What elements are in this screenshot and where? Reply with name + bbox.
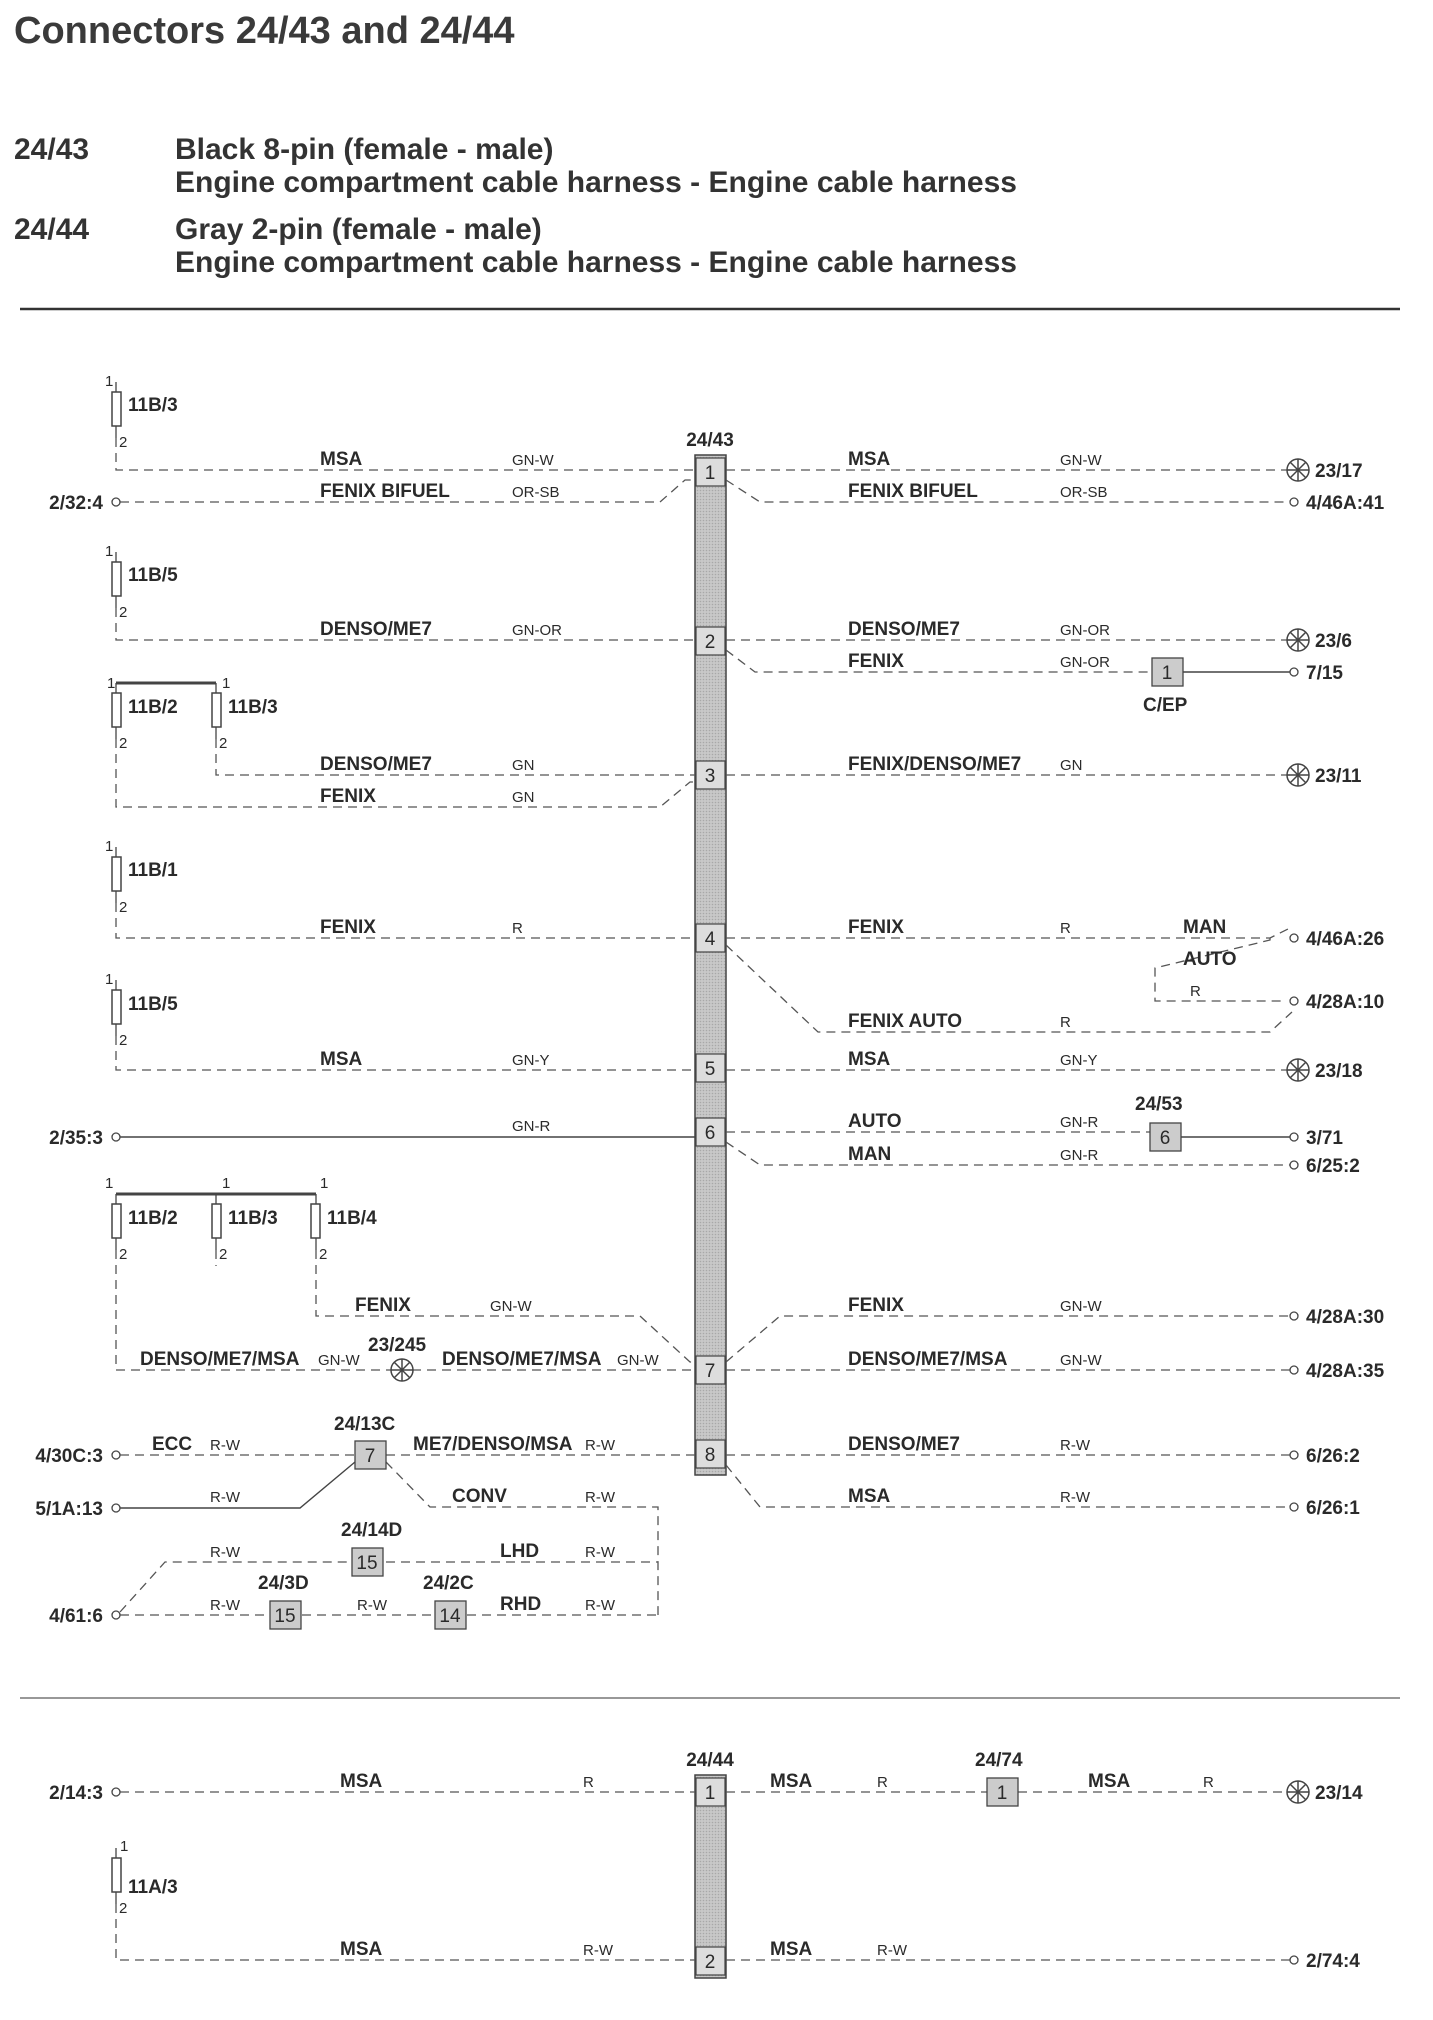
cep-label: C/EP	[1143, 695, 1188, 716]
diagram-label: FENIX	[320, 917, 376, 938]
diagram-label: R-W	[585, 1597, 615, 1614]
fuse-pin-bottom: 2	[119, 434, 128, 451]
diagram-label: 23/17	[1315, 461, 1363, 482]
diagram-label: FENIX	[848, 1295, 904, 1316]
diagram-label: FENIX/DENSO/ME7	[848, 754, 1022, 775]
fuse-pin-bottom: 2	[119, 1900, 128, 1917]
c2414d-pin: 15	[356, 1553, 378, 1574]
fuse-pin-top: 1	[120, 1838, 129, 1855]
diagram-label: R-W	[1060, 1437, 1090, 1454]
cep-pin: 1	[1161, 663, 1173, 684]
diagram-label: DENSO/ME7	[320, 754, 432, 775]
diagram-label: R-W	[585, 1544, 615, 1561]
diagram-label: 2/35:3	[49, 1128, 103, 1149]
right-terminal-labels	[1306, 461, 1385, 1972]
diagram-label: R-W	[210, 1489, 240, 1506]
diagram-label: 6/25:2	[1306, 1156, 1360, 1177]
c2453-pin: 6	[1159, 1128, 1171, 1149]
diagram-label: GN-W	[1060, 1352, 1102, 1369]
diagram-label: DENSO/ME7	[848, 1434, 960, 1455]
pin-3: 3	[704, 766, 716, 787]
fuse-pin-top: 1	[222, 675, 231, 692]
s23245-label: 23/245	[368, 1335, 427, 1356]
pin-5: 5	[704, 1059, 716, 1080]
diagram-label: GN-R	[1060, 1147, 1099, 1164]
diagram-label: DENSO/ME7	[320, 619, 432, 640]
pin-8: 8	[704, 1445, 716, 1466]
fuse-pin-bottom: 2	[219, 1246, 228, 1263]
diagram-label: GN	[1060, 757, 1083, 774]
diagram-label: GN	[512, 789, 535, 806]
fuse-label-6b: 11B/3	[228, 1208, 278, 1229]
diagram-label: R	[1190, 983, 1201, 1000]
diagram-label: DENSO/ME7/MSA	[140, 1349, 300, 1370]
diagram-label: R-W	[585, 1437, 615, 1454]
diagram-label: R-W	[210, 1544, 240, 1561]
c2-pin-1: 1	[704, 1783, 716, 1804]
connector-desc-1a: Black 8-pin (female - male)	[175, 133, 554, 166]
pin-4: 4	[704, 929, 716, 950]
diagram-label: GN-R	[512, 1118, 551, 1135]
diagram-label: MSA	[1088, 1771, 1131, 1792]
diagram-label: 4/30C:3	[35, 1446, 103, 1467]
fuse-pin-bottom: 2	[119, 735, 128, 752]
diagram-label: 4/46A:26	[1306, 929, 1385, 950]
diagram-label: 4/46A:41	[1306, 493, 1385, 514]
diagram-label: OR-SB	[512, 484, 560, 501]
connector-code-1: 24/43	[14, 133, 90, 166]
diagram-label: GN	[512, 757, 535, 774]
diagram-label: MSA	[340, 1939, 383, 1960]
diagram-label: 2/14:3	[49, 1783, 103, 1804]
fuse-pin-top: 1	[320, 1175, 329, 1192]
diagram-label: R	[1060, 1014, 1071, 1031]
connector-desc-1b: Engine compartment cable harness - Engine cable harness	[175, 166, 1017, 199]
diagram-label: R-W	[583, 1942, 613, 1959]
left-terminal-labels	[35, 493, 103, 1804]
diagram-label: DENSO/ME7	[848, 619, 960, 640]
diagram-label: GN-R	[1060, 1114, 1099, 1131]
diagram-label: R-W	[1060, 1489, 1090, 1506]
fuse-label-6c: 11B/4	[327, 1208, 377, 1229]
diagram-label: FENIX	[355, 1295, 411, 1316]
diagram-label: GN-OR	[1060, 622, 1110, 639]
diagram-label: R	[877, 1774, 888, 1791]
fuse-pin-top: 1	[105, 373, 114, 390]
c2474-label: 24/74	[975, 1750, 1023, 1771]
c243d-label: 24/3D	[258, 1573, 309, 1594]
pin-1: 1	[704, 463, 716, 484]
fuse-label-1: 11B/3	[128, 395, 178, 416]
diagram-label: R-W	[877, 1942, 907, 1959]
c2-pin-2: 2	[704, 1952, 716, 1973]
diagram-label: MSA	[320, 449, 363, 470]
diagram-label: GN-W	[318, 1352, 360, 1369]
diagram-label: R	[512, 920, 523, 937]
connector-24-43	[686, 430, 734, 1475]
fuse-pin-bottom: 2	[219, 735, 228, 752]
fuse-pin-top: 1	[105, 543, 114, 560]
diagram-label: OR-SB	[1060, 484, 1108, 501]
diagram-label: AUTO	[1183, 949, 1237, 970]
diagram-label: R-W	[210, 1597, 240, 1614]
fuse-label-4: 11B/1	[128, 860, 178, 881]
diagram-label: 6/26:2	[1306, 1446, 1360, 1467]
diagram-label: FENIX	[848, 917, 904, 938]
diagram-label: 2/74:4	[1306, 1951, 1360, 1972]
diagram-label: MSA	[848, 1049, 891, 1070]
diagram-label: R	[1060, 920, 1071, 937]
diagram-label: FENIX	[320, 786, 376, 807]
fuse-pin-bottom: 2	[119, 1246, 128, 1263]
diagram-label: R	[583, 1774, 594, 1791]
diagram-label: 23/18	[1315, 1061, 1363, 1082]
fuse-label-2: 11B/5	[128, 565, 178, 586]
fuse-pin-top: 1	[222, 1175, 231, 1192]
diagram-label: R-W	[357, 1597, 387, 1614]
fuse-pin-top: 1	[105, 971, 114, 988]
c242c-label: 24/2C	[423, 1573, 474, 1594]
diagram-label: RHD	[500, 1594, 542, 1615]
diagram-label: ME7/DENSO/MSA	[413, 1434, 573, 1455]
diagram-label: FENIX	[848, 651, 904, 672]
diagram-label: GN-OR	[1060, 654, 1110, 671]
diagram-label: MSA	[770, 1771, 813, 1792]
c242c-pin: 14	[439, 1606, 461, 1627]
c2413c-pin: 7	[364, 1446, 376, 1467]
fuse-pin-bottom: 2	[119, 899, 128, 916]
connector-24-44-label: 24/44	[686, 1750, 734, 1771]
diagram-label: GN-W	[1060, 1298, 1102, 1315]
diagram-label: GN-W	[512, 452, 554, 469]
diagram-label: 4/28A:10	[1306, 992, 1385, 1013]
fuse-pin-bottom: 2	[319, 1246, 328, 1263]
diagram-label: FENIX BIFUEL	[320, 481, 450, 502]
diagram-label: 4/28A:35	[1306, 1361, 1385, 1382]
diagram-label: ECC	[152, 1434, 193, 1455]
connector-24-44	[686, 1750, 734, 1978]
wire-labels	[140, 449, 1236, 1960]
diagram-label: GN-W	[1060, 452, 1102, 469]
connector-code-2: 24/44	[14, 213, 90, 246]
diagram-label: 5/1A:13	[35, 1499, 103, 1520]
diagram-label: DENSO/ME7/MSA	[848, 1349, 1008, 1370]
connector-desc-2b: Engine compartment cable harness - Engine cable harness	[175, 246, 1017, 279]
c2414d-label: 24/14D	[341, 1520, 403, 1541]
diagram-label: CONV	[452, 1486, 507, 1507]
fuse-label-3b: 11B/3	[228, 697, 278, 718]
diagram-label: 4/61:6	[49, 1606, 103, 1627]
diagram-label: 23/6	[1315, 631, 1352, 652]
diagram-label: GN-W	[617, 1352, 659, 1369]
connector-24-43-label: 24/43	[686, 430, 734, 451]
c2413c-label: 24/13C	[334, 1414, 396, 1435]
diagram-label: MAN	[1183, 917, 1227, 938]
diagram-label: 2/32:4	[49, 493, 103, 514]
pin-2: 2	[704, 632, 716, 653]
diagram-label: MSA	[848, 1486, 891, 1507]
c2474-pin: 1	[996, 1783, 1008, 1804]
diagram-label: R	[1203, 1774, 1214, 1791]
diagram-label: R-W	[210, 1437, 240, 1454]
diagram-label: 6/26:1	[1306, 1498, 1360, 1519]
diagram-label: FENIX BIFUEL	[848, 481, 978, 502]
diagram-label: R-W	[585, 1489, 615, 1506]
fuse-pin-top: 1	[107, 675, 116, 692]
diagram-label: 7/15	[1306, 663, 1343, 684]
page-title: Connectors 24/43 and 24/44	[14, 10, 515, 52]
diagram-label: 23/11	[1315, 766, 1362, 787]
c2453-label: 24/53	[1135, 1094, 1183, 1115]
diagram-label: 3/71	[1306, 1128, 1343, 1149]
fuse-pin-bottom: 2	[119, 1032, 128, 1049]
diagram-label: MSA	[770, 1939, 813, 1960]
fuse-label-6a: 11B/2	[128, 1208, 178, 1229]
fuse-pin-top: 1	[105, 838, 114, 855]
diagram-label: DENSO/ME7/MSA	[442, 1349, 602, 1370]
diagram-label: GN-Y	[1060, 1052, 1098, 1069]
diagram-label: AUTO	[848, 1111, 902, 1132]
diagram-label: MAN	[848, 1144, 892, 1165]
diagram-label: FENIX AUTO	[848, 1011, 963, 1032]
pin-6: 6	[704, 1123, 716, 1144]
diagram-label: GN-W	[490, 1298, 532, 1315]
diagram-label: MSA	[340, 1771, 383, 1792]
fuse-pin-top: 1	[105, 1175, 114, 1192]
diagram-label: GN-OR	[512, 622, 562, 639]
diagram-label: MSA	[320, 1049, 363, 1070]
diagram-label: LHD	[500, 1541, 540, 1562]
diagram-label: GN-Y	[512, 1052, 550, 1069]
diagram-label: MSA	[848, 449, 891, 470]
fuse-pin-bottom: 2	[119, 604, 128, 621]
diagram-label: 23/14	[1315, 1783, 1363, 1804]
diagram-label: 4/28A:30	[1306, 1307, 1385, 1328]
connector-desc-2a: Gray 2-pin (female - male)	[175, 213, 542, 246]
pin-7: 7	[704, 1361, 716, 1382]
fuse-label-5: 11B/5	[128, 994, 178, 1015]
c243d-pin: 15	[274, 1606, 296, 1627]
fuse-label-7: 11A/3	[128, 1877, 178, 1898]
fuse-label-3a: 11B/2	[128, 697, 178, 718]
